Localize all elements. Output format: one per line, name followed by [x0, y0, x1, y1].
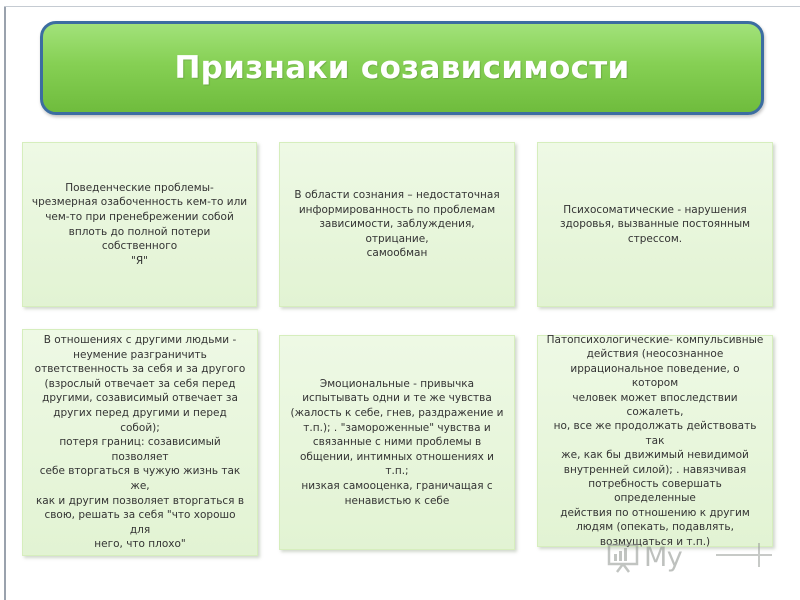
title-banner [40, 21, 764, 115]
sign-box-text: Эмоциональные - привычка испытывать одни и те же чувства (жалость к себе, гнев, раздражение и т.п.); . "замороженные" чувства и связанные с ними проблемы в общении, интимных отношениях и т.п.; низкая самооценка, граничащая с ненавистью к себе [290, 377, 504, 507]
sign-box-psychosomatic [537, 142, 773, 307]
sign-box-relationships [22, 329, 258, 556]
watermark [606, 537, 778, 577]
sign-box-pathopsychological [537, 335, 773, 547]
slide-frame-left [4, 6, 6, 600]
watermark-text: My [644, 541, 683, 573]
sign-box-consciousness [279, 142, 515, 307]
sign-box-behavioral [22, 142, 257, 307]
sign-box-text: В области сознания – недостаточная информированность по проблемам зависимости, заблуждения, отрицание, самообман [294, 189, 500, 260]
sign-box-text: В отношениях с другими людьми - неумение разграничить ответственность за себя и за другого (взрослый отвечает за себя перед другими, созависимый отвечает за других перед другими и перед собой); потеря границ: созависимый позволяет себе вторгаться в чужую жизнь так же, как и другим позволяет вторгаться в свою, решать за себя "что хорошо для него, что плохо" [34, 334, 246, 551]
sign-box-emotional [279, 335, 515, 550]
slide-frame-top [4, 6, 800, 7]
page-title: Признаки созависимости [174, 50, 630, 86]
sign-box-text: Патопсихологические- компульсивные действия (неосознанное иррациональное поведение, о котором человек может впоследствии сожалеть, но, все же продолжать действовать так же, как бы движимый невидимой внутренней силой); . навязчивая потребность совершать определенные действия по отношению к другим людям (опекать, подавлять, возмущаться и т.п.) [546, 333, 764, 548]
watermark-bar [758, 543, 760, 567]
presentation-board-icon [606, 540, 640, 574]
sign-box-text: Психосоматические - нарушения здоровья, вызванные постоянным стрессом. [559, 203, 751, 245]
watermark-underline [716, 554, 772, 556]
sign-box-text: Поведенческие проблемы- чрезмерная озабоченность кем-то или чем-то при пренебрежении собой вплоть до полной потери собственного "Я" [31, 181, 248, 267]
